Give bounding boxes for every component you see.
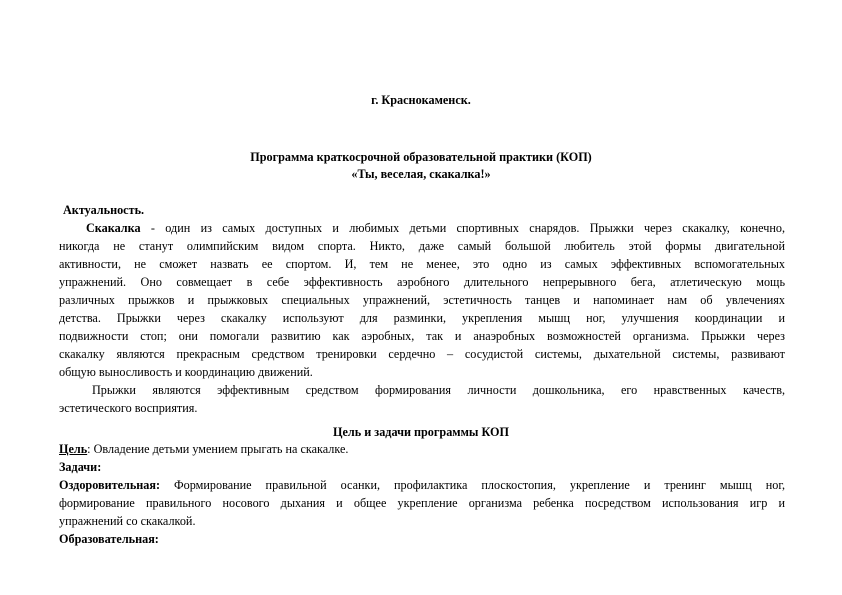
actuality-line-9: общую выносливость и координацию движений. — [59, 365, 313, 379]
actuality-line-7: подвижности стоп; они помогали развитию как аэробных, так и анаэробных возможностей организма. Прыжки через — [59, 329, 785, 343]
health-label: Оздоровительная: — [59, 478, 161, 492]
actuality-line-3: активности, не сможет назвать ее спортом. И, тем не менее, это одно из самых эффективных вспомогательных — [59, 257, 785, 271]
tasks-label: Задачи: — [59, 460, 102, 474]
actuality-line-1-text: - один из самых доступных и любимых детьми спортивных снарядов. Прыжки через скакалку, конечно, — [150, 221, 785, 235]
health-line-3: упражнений со скакалкой. — [59, 514, 196, 528]
actuality-heading: Актуальность. — [63, 203, 145, 217]
program-title-line-1: Программа краткосрочной образовательной практики (КОП) — [250, 150, 592, 164]
actuality-lead-word: Скакалка — [86, 221, 141, 235]
goal-line — [59, 441, 348, 457]
actuality-line-4: упражнений. Оно совмещает в себе эффективность аэробного длительного непрерывного бега, атлетическую мощь — [59, 275, 785, 289]
goals-heading: Цель и задачи программы КОП — [333, 425, 509, 439]
program-title-line-2: «Ты, веселая, скакалка!» — [351, 167, 491, 181]
actuality-line-5: различных прыжков и прыжковых специальных упражнений, эстетичность танцев и напоминает нам об увлечениях — [59, 293, 785, 307]
actuality-line-2: никогда не станут олимпийским видом спорта. Никто, даже самый большой любитель этой формы двигательной — [59, 239, 785, 253]
actuality-line-8: скакалку являются прекрасным средством тренировки сердечно – сосудистой системы, дыхательной системы, развивают — [59, 347, 785, 361]
health-line-1-text: Формирование правильной осанки, профилактика плоскостопия, укрепление и тренинг мышц ног, — [174, 478, 785, 492]
actuality-p2-line-1: Прыжки являются эффективным средством формирования личности дошкольника, его нравственных качеств, — [92, 383, 785, 397]
education-label: Образовательная: — [59, 532, 159, 546]
actuality-line-1 — [86, 220, 785, 236]
goal-label: Цель — [59, 442, 88, 456]
actuality-p2-line-2: эстетического восприятия. — [59, 401, 198, 415]
city-line: г. Краснокаменск. — [371, 93, 471, 107]
health-line-2: формирование правильного носового дыхания и общее укрепление организма ребенка посредством использования игр и — [59, 496, 785, 510]
health-line-1 — [59, 477, 785, 493]
goal-text: : Овладение детьми умением прыгать на скакалке. — [87, 442, 349, 456]
actuality-line-6: детства. Прыжки через скакалку используют для разминки, укрепления мышц ног, улучшения координации и — [59, 311, 785, 325]
